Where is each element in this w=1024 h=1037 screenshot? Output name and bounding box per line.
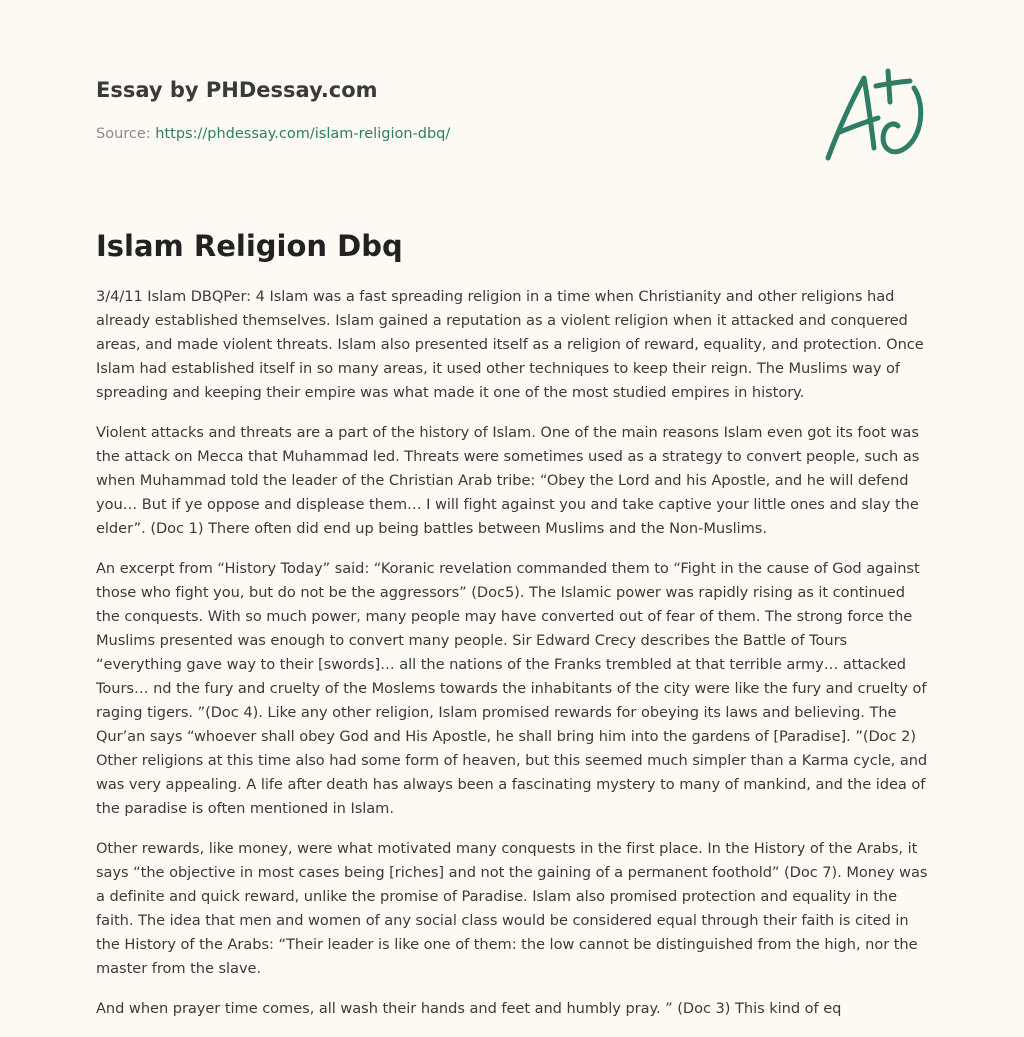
essay-paragraph: An excerpt from “History Today” said: “Koranic revelation commanded them to “Fight in the cause of God against those who fight you, but do not be the aggressors” (Doc5). The Islamic power was rapidly rising as it continued the conquests. With so much power, many people may have converted out of fear of them. The strong force the Muslims presented was enough to convert many people. Sir Edward Crecy describes the Battle of Tours “everything gave way to their [swords]… all the nations of the Franks trembled at that terrible army… attacked Tours… nd the fury and cruelty of the Moslems towards the inhabitants of the city were like the fury and cruelty of raging tigers. ”(Doc 4). Like any other religion, Islam promised rewards for obeying its laws and believing. The Qur’an says “whoever shall obey God and His Apostle, he shall bring him into the gardens of [Paradise]. ”(Doc 2) Other religions at this time also had some form of heaven, but this seemed much simpler than a Karma cycle, and was very appealing. A life after death has always been a fascinating mystery to many of mankind, and the idea of the paradise is often mentioned in Islam.: [96, 560, 928, 817]
essay-paragraph: Violent attacks and threats are a part of the history of Islam. One of the main reasons Islam even got its foot was the attack on Mecca that Muhammad led. Threats were sometimes used as a strategy to convert people, such as when Muhammad told the leader of the Christian Arab tribe: “Obey the Lord and his Apostle, and he will defend you… But if ye oppose and displease them… I will fight against you and take captive your little ones and slay the elder”. (Doc 1) There often did end up being battles between Muslims and the Non-Muslims.: [96, 424, 920, 537]
essay-header: [96, 74, 796, 144]
essay-body: [96, 285, 932, 1037]
source-link[interactable]: https://phdessay.com/islam-religion-dbq/: [155, 126, 451, 142]
essay-paragraph: And when prayer time comes, all wash their hands and feet and humbly pray. ” (Doc 3) This kind of eq: [96, 1000, 842, 1017]
essay-title: Islam Religion Dbq: [96, 229, 403, 263]
essay-paragraph: Other rewards, like money, were what motivated many conquests in the first place. In the History of the Arabs, it says “the objective in most cases being [riches] and not the gaining of a permanent foothold” (Doc 7). Money was a definite and quick reward, unlike the promise of Paradise. Islam also promised protection and equality in the faith. The idea that men and women of any social class would be considered equal through their faith is cited in the History of the Arabs: “Their leader is like one of them: the low cannot be distinguished from the high, nor the master from the slave.: [96, 840, 928, 977]
essay-paragraph: 3/4/11 Islam DBQPer: 4 Islam was a fast spreading religion in a time when Christianity and other religions had already established themselves. Islam gained a reputation as a violent religion when it attacked and conquered areas, and made violent threats. Islam also presented itself as a religion of reward, equality, and protection. Once Islam had established itself in so many areas, it used other techniques to keep their reign. The Muslims way of spreading and keeping their empire was what made it one of the most studied empires in history.: [96, 288, 924, 401]
site-title: Essay by PHDessay.com: [96, 78, 378, 102]
source-line: [96, 124, 796, 144]
a-plus-grade-icon: [818, 66, 930, 166]
source-label: Source:: [96, 126, 156, 142]
